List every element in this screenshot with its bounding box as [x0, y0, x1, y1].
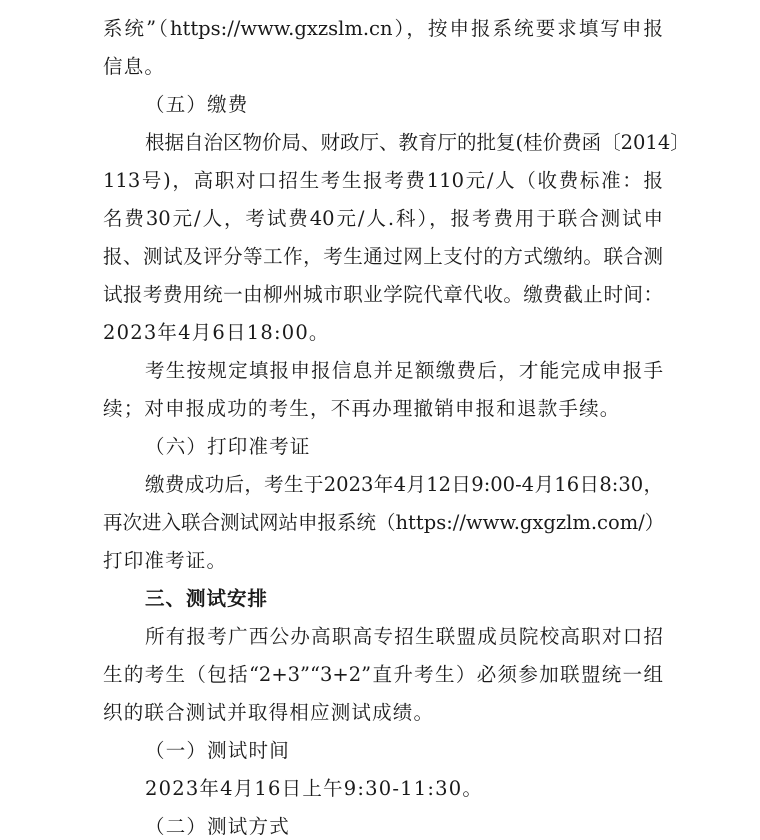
chapter-heading: 三、测试安排 [145, 587, 269, 610]
text-line: 所有报考广西公办高职高专招生联盟成员院校高职对口招 [145, 625, 663, 648]
text-line: 系统”（https://www.gxzslm.cn），按申报系统要求填写申报 [103, 17, 663, 40]
text-line: 2023年4月16日上午9:30-11:30。 [145, 777, 484, 800]
text-line: 打印准考证。 [103, 549, 228, 572]
text-line: 再次进入联合测试网站申报系统（https://www.gxgzlm.com/） [103, 511, 665, 534]
text-line: 缴费成功后，考生于2023年4月12日9:00-4月16日8:30， [145, 473, 663, 496]
section-heading: （六）打印准考证 [145, 435, 311, 458]
text-line: 织的联合测试并取得相应测试成绩。 [103, 701, 435, 724]
section-heading: （五）缴费 [145, 93, 249, 116]
text-line: 113号)，高职对口招生考生报考费110元/人（收费标准：报 [103, 169, 663, 192]
text-line: 信息。 [103, 55, 166, 78]
section-heading: （一）测试时间 [145, 739, 290, 762]
text-line: 生的考生（包括“2+3”“3+2”直升考生）必须参加联盟统一组 [103, 663, 663, 686]
text-line: 报、测试及评分等工作，考生通过网上支付的方式缴纳。联合测 [103, 245, 663, 268]
text-line: 名费30元/人，考试费40元/人.科），报考费用于联合测试申 [103, 207, 663, 230]
text-line: 2023年4月6日18:00。 [103, 321, 330, 344]
text-line: 试报考费用统一由柳州城市职业学院代章代收。缴费截止时间： [103, 283, 663, 306]
text-line: 考生按规定填报申报信息并足额缴费后，才能完成申报手 [145, 359, 663, 382]
text-line: 续；对申报成功的考生，不再办理撤销申报和退款手续。 [103, 397, 621, 420]
section-heading: （二）测试方式 [145, 815, 290, 838]
text-line: 根据自治区物价局、财政厅、教育厅的批复(桂价费函〔2014〕 [145, 131, 690, 154]
